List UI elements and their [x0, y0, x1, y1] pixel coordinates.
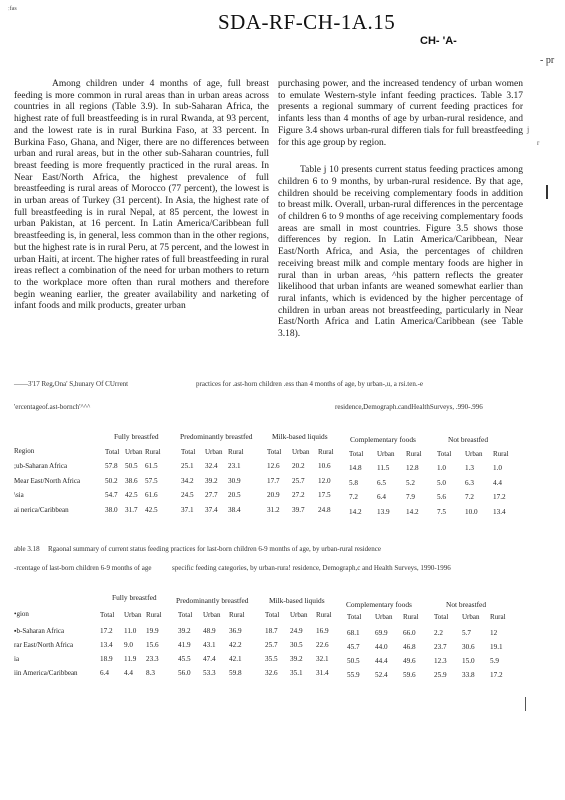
table2-cell: 30.6: [462, 643, 475, 651]
table2-row-label: iin America/Caribbean: [14, 669, 78, 677]
table2-subcaption: -rcentage of last-born children 6-9 months of age: [14, 564, 152, 572]
table1-cell: 1.0: [437, 464, 446, 472]
table2-subheader: Urban: [462, 613, 480, 621]
table1-row-label: ;ub-Saharan Africa: [14, 462, 68, 470]
table2-cell: 4.4: [124, 669, 133, 677]
table1-subcaption-cont: residence,Demograph.candHealthSurveys, .990-.996: [335, 403, 483, 411]
table2-cell: 42.1: [229, 655, 242, 663]
table1-cell: 7.2: [349, 493, 358, 501]
table1-cell: 17.5: [318, 491, 331, 499]
table1-cell: 24.8: [318, 506, 331, 514]
table1-row-label: ai nerica/Caribbean: [14, 506, 69, 514]
table1-group-header: Not breastfed: [448, 435, 489, 444]
margin-mark-r: r: [537, 139, 540, 147]
table2-subheader: Rural: [146, 611, 162, 619]
table1-cell: 20.5: [228, 491, 241, 499]
table1-row-label: Mear East/North Africa: [14, 477, 81, 485]
table2-cell: 12: [490, 629, 498, 637]
table2-subheader: Rural: [403, 613, 419, 621]
table2-cell: 48.9: [203, 627, 216, 635]
table2-group-header: Fully breastfed: [112, 593, 157, 602]
table2-subheader: Urban: [290, 611, 308, 619]
table1-cell: 6.5: [377, 479, 386, 487]
table2-cell: 18.9: [100, 655, 113, 663]
table2-cell: 5.7: [462, 629, 471, 637]
table1-subheader: Rural: [493, 450, 509, 458]
table1-cell: 12.6: [267, 462, 280, 470]
corner-mark: ːfas: [8, 6, 17, 12]
table1-subheader: Rural: [228, 448, 244, 456]
table2-cell: 68.1: [347, 629, 360, 637]
table1-cell: 11.5: [377, 464, 390, 472]
table2-cell: 59.6: [403, 671, 416, 679]
table1-cell: 61.6: [145, 491, 158, 499]
table1-cell: 17.7: [267, 477, 280, 485]
table2-group-header: Complementary foods: [346, 600, 412, 609]
table1-cell: 27.2: [292, 491, 305, 499]
table2-caption: Rgaonal summary of current status feeding practices for last-born children 6-9 months of age, by urban-rural residence: [48, 545, 381, 553]
table2-cell: 9.0: [124, 641, 133, 649]
table2-cell: 47.4: [203, 655, 216, 663]
table1-cell: 14.2: [349, 508, 362, 516]
table2-cell: 36.9: [229, 627, 242, 635]
table2-cell: 25.9: [434, 671, 447, 679]
table2-cell: 24.9: [290, 627, 303, 635]
table2-cell: 15.6: [146, 641, 159, 649]
table2-cell: 53.3: [203, 669, 216, 677]
table2-cell: 44.4: [375, 657, 388, 665]
table2-cell: 41.9: [178, 641, 191, 649]
table1-subcaption: 'ercentageof.ast-bornch'^^^: [14, 403, 91, 411]
table2-subheader: Total: [434, 613, 449, 621]
table1-cell: 13.4: [493, 508, 506, 516]
table1-caption-cont: practices for .ast-horn children .ess than 4 months of age, by urban-,u, a rsi.ten.-e: [196, 380, 424, 388]
table1-subheader: Urban: [125, 448, 143, 456]
table1-subheader: Total: [437, 450, 452, 458]
table2-cell: 16.9: [316, 627, 329, 635]
table2-cell: 45.7: [347, 643, 360, 651]
table2-subheader: Rural: [316, 611, 332, 619]
table1-cell: 14.2: [406, 508, 419, 516]
margin-bar: [546, 185, 548, 199]
table2-cell: 52.4: [375, 671, 388, 679]
table1-cell: 25.7: [292, 477, 305, 485]
table2-cell: 6.4: [100, 669, 109, 677]
table2-subheader: Urban: [375, 613, 393, 621]
table2-cell: 39.2: [178, 627, 191, 635]
table1-cell: 4.4: [493, 479, 502, 487]
table2-cell: 35.1: [290, 669, 303, 677]
table2-caption-label: able 3.18: [14, 545, 40, 553]
table2-subheader: Total: [265, 611, 280, 619]
table1-group-header: Predominantly breastfed: [180, 432, 253, 441]
table1-cell: 5.2: [406, 479, 415, 487]
table2-subheader: Rural: [229, 611, 245, 619]
table2-cell: 35.5: [265, 655, 278, 663]
right-paragraph-1: purchasing power, and the increased tendency of urban women to emulate Western-style infant feeding practices. Table 3.17 presents a regional summary of current feeding practices for infants less than 4 months of age by urban-rural residence, and Figure 3.4 shows urban-rural differen tials for full breastfeeding for this age group by region.: [278, 79, 523, 148]
table2-cell: 45.5: [178, 655, 191, 663]
document-id: SDA-RF-CH-1A.15: [218, 10, 396, 34]
table2-cell: 55.9: [347, 671, 360, 679]
table2-subheader: Total: [347, 613, 362, 621]
table1-cell: 1.0: [493, 464, 502, 472]
table1-cell: 20.9: [267, 491, 280, 499]
table1-cell: 37.4: [205, 506, 218, 514]
table1-cell: 31.7: [125, 506, 138, 514]
table2-row-label: ▪b-Saharan Africa: [14, 627, 65, 635]
table2-cell: 59.8: [229, 669, 242, 677]
table1-cell: 57.5: [145, 477, 158, 485]
table1-subheader: Rural: [318, 448, 334, 456]
table1-cell: 50.2: [105, 477, 118, 485]
table2-cell: 19.9: [146, 627, 159, 635]
table1-group-header: Complementary foods: [350, 435, 416, 444]
table1-subheader: Total: [349, 450, 364, 458]
table1-cell: 39.7: [292, 506, 305, 514]
table2-cell: 30.5: [290, 641, 303, 649]
table2-subheader: Urban: [124, 611, 142, 619]
table1-cell: 12.8: [406, 464, 419, 472]
table1-cell: 27.7: [205, 491, 218, 499]
table1-cell: 31.2: [267, 506, 280, 514]
table2-cell: 22.6: [316, 641, 329, 649]
table2-cell: 32.6: [265, 669, 278, 677]
left-column: [14, 79, 269, 313]
table1-cell: 1.3: [465, 464, 474, 472]
table1-cell: 10.0: [465, 508, 478, 516]
table1-cell: 7.5: [437, 508, 446, 516]
table2-cell: 18.7: [265, 627, 278, 635]
table1-cell: 32.4: [205, 462, 218, 470]
table1-cell: 7.2: [465, 493, 474, 501]
table1-cell: 7.9: [406, 493, 415, 501]
table1-group-header: Fully breastfed: [114, 432, 159, 441]
table1-cell: 17.2: [493, 493, 506, 501]
table2-cell: 50.5: [347, 657, 360, 665]
table1-cell: 10.6: [318, 462, 331, 470]
table1-cell: 42.5: [145, 506, 158, 514]
table1-cell: 13.9: [377, 508, 390, 516]
table2-cell: 33.8: [462, 671, 475, 679]
table2-cell: 31.4: [316, 669, 329, 677]
table1-cell: 24.5: [181, 491, 194, 499]
table1-subheader: Total: [267, 448, 282, 456]
table2-cell: 56.0: [178, 669, 191, 677]
table2-cell: 25.7: [265, 641, 278, 649]
table2-subheader: Total: [100, 611, 115, 619]
table1-cell: 38.6: [125, 477, 138, 485]
table2-cell: 11.9: [124, 655, 137, 663]
table2-cell: 17.2: [100, 627, 113, 635]
right-column: [278, 79, 523, 341]
table1-subheader: Urban: [377, 450, 395, 458]
table2-group-header: Not breastfed: [446, 600, 487, 609]
table1-subheader: Total: [181, 448, 196, 456]
table1-cell: 20.2: [292, 462, 305, 470]
left-paragraph: Among children under 4 months of age, full breast feeding is more common in rural areas than in urban areas across countries in all regions (Table 3.9). In sub-Saharan Africa, the highest rate of full breastfeeding is in rural Rwanda, at 93 percent, and the lowest rate is in rural Burkina Faso, at 33 percent. In Burkina Faso, Ghana, and Niger, there are no differences between urban and rural areas, but in the other sub-Saharan countries, full breast feeding is more frequently practiced in the rural areas. In Near East/North Africa, the highest prevalence of full breastfeeding is rural areas of Morocco (77 percent), the lowest is in urban areas of Turkey (31 percent). In Asia, the highest rate of full breastfeeding is in rural Nepal, at 85 percent, the lowest in urban Pakistan, at 16 percent. In Latin America/Caribbean full breastfeeding is, in general, less common than in the other regions, but the highest rate is in rural Peru, at 75 percent, and the lowest in urban Haiti, at ircent. The higher rates of full breastfeeding in rural ireas reflect a combination of the need for urban mothers to return to the workplace more often than rural mothers and therefore begin weaning earlier, the greater availability and narketing of infant foods and milk products, greater urban: [14, 79, 269, 312]
table2-cell: 5.9: [490, 657, 499, 665]
table1-cell: 34.2: [181, 477, 194, 485]
table2-group-header: Predominantly breastfed: [176, 596, 249, 605]
margin-mark-j: j: [527, 125, 530, 134]
table2-subheader: Urban: [203, 611, 221, 619]
table2-cell: 46.8: [403, 643, 416, 651]
table2-group-header: Milk-based liquids: [269, 596, 325, 605]
table1-cell: 57.8: [105, 462, 118, 470]
table1-cell: 5.0: [437, 479, 446, 487]
table1-cell: 14.8: [349, 464, 362, 472]
table2-cell: 49.6: [403, 657, 416, 665]
table2-cell: 15.0: [462, 657, 475, 665]
table1-cell: 5.8: [349, 479, 358, 487]
table2-cell: 69.9: [375, 629, 388, 637]
table2-cell: 66.0: [403, 629, 416, 637]
table1-subheader: Rural: [406, 450, 422, 458]
page-mark: - pr: [540, 55, 555, 66]
table1-cell: 38.4: [228, 506, 241, 514]
table1-cell: 61.5: [145, 462, 158, 470]
table2-cell: 42.2: [229, 641, 242, 649]
table2-subcaption-cont: specific feeding categories, by urban-rura! residence, Demograph,c and Health Surveys, 1990-1996: [172, 564, 451, 572]
table2-cell: 23.3: [146, 655, 159, 663]
table2-cell: 43.1: [203, 641, 216, 649]
table2-cell: 17.2: [490, 671, 503, 679]
table1-subheader: Urban: [205, 448, 223, 456]
table1-cell: 54.7: [105, 491, 118, 499]
table1-cell: 42.5: [125, 491, 138, 499]
table1-caption: ——3'17 Reg,Ona' S,hunary Of CUrrent: [14, 380, 129, 388]
table1-cell: 38.0: [105, 506, 118, 514]
table1-region-header: Region: [14, 447, 35, 455]
table1-cell: 6.3: [465, 479, 474, 487]
table2-row-label: ia: [14, 655, 20, 663]
table1-cell: 30.9: [228, 477, 241, 485]
section-code: CH- 'A-: [420, 35, 457, 47]
table2-row-label: rar East/North Africa: [14, 641, 74, 649]
table2-subheader: Total: [178, 611, 193, 619]
table1-subheader: Total: [105, 448, 120, 456]
table2-region-header: •gion: [14, 610, 29, 618]
table2-cell: 2.2: [434, 629, 443, 637]
table2-cell: 19.1: [490, 643, 503, 651]
table1-cell: 5.6: [437, 493, 446, 501]
table2-cell: 44.0: [375, 643, 388, 651]
table2-cell: 32.1: [316, 655, 329, 663]
table1-cell: 25.1: [181, 462, 194, 470]
table1-subheader: Urban: [292, 448, 310, 456]
table1-cell: 37.1: [181, 506, 194, 514]
margin-bar: [525, 697, 526, 711]
table1-subheader: Rural: [145, 448, 161, 456]
table2-cell: 12.3: [434, 657, 447, 665]
right-paragraph-2: Table j 10 presents current status feeding practices among children 6 to 9 months, by urban-rural residence. By that age, children should be receiving complementary foods in addition to breast milk. Overall, urban-rural differences in the percentage of children 6 to 9 months of age receiving complementary foods areas are small in most countries. Figure 3.5 shows those differences by region. In Latin America/Caribbean, Near East/North Africa, and Asia, the percentages of children receiving breast milk and comple mentary foods are higher in rural than in urban areas, ^his pattern reflects the greater likelihood that urban infants are weaned somewhat earlier than rural infants, which is evidenced by the higher percentage of children in urban areas not breastfeeding, particularly in Near East/North Africa and Latin America/Caribbean (see Table 3.18).: [278, 165, 523, 340]
table2-subheader: Rural: [490, 613, 506, 621]
table1-group-header: Milk-based liquids: [272, 432, 328, 441]
table2-cell: 11.0: [124, 627, 137, 635]
table2-cell: 23.7: [434, 643, 447, 651]
table1-cell: 12.0: [318, 477, 331, 485]
table1-cell: 50.5: [125, 462, 138, 470]
table2-cell: 39.2: [290, 655, 303, 663]
table1-cell: 6.4: [377, 493, 386, 501]
table2-cell: 8.3: [146, 669, 155, 677]
table1-row-label: \sia: [14, 491, 24, 499]
table1-subheader: Urban: [465, 450, 483, 458]
table1-cell: 23.1: [228, 462, 241, 470]
table2-cell: 13.4: [100, 641, 113, 649]
table1-cell: 39.2: [205, 477, 218, 485]
